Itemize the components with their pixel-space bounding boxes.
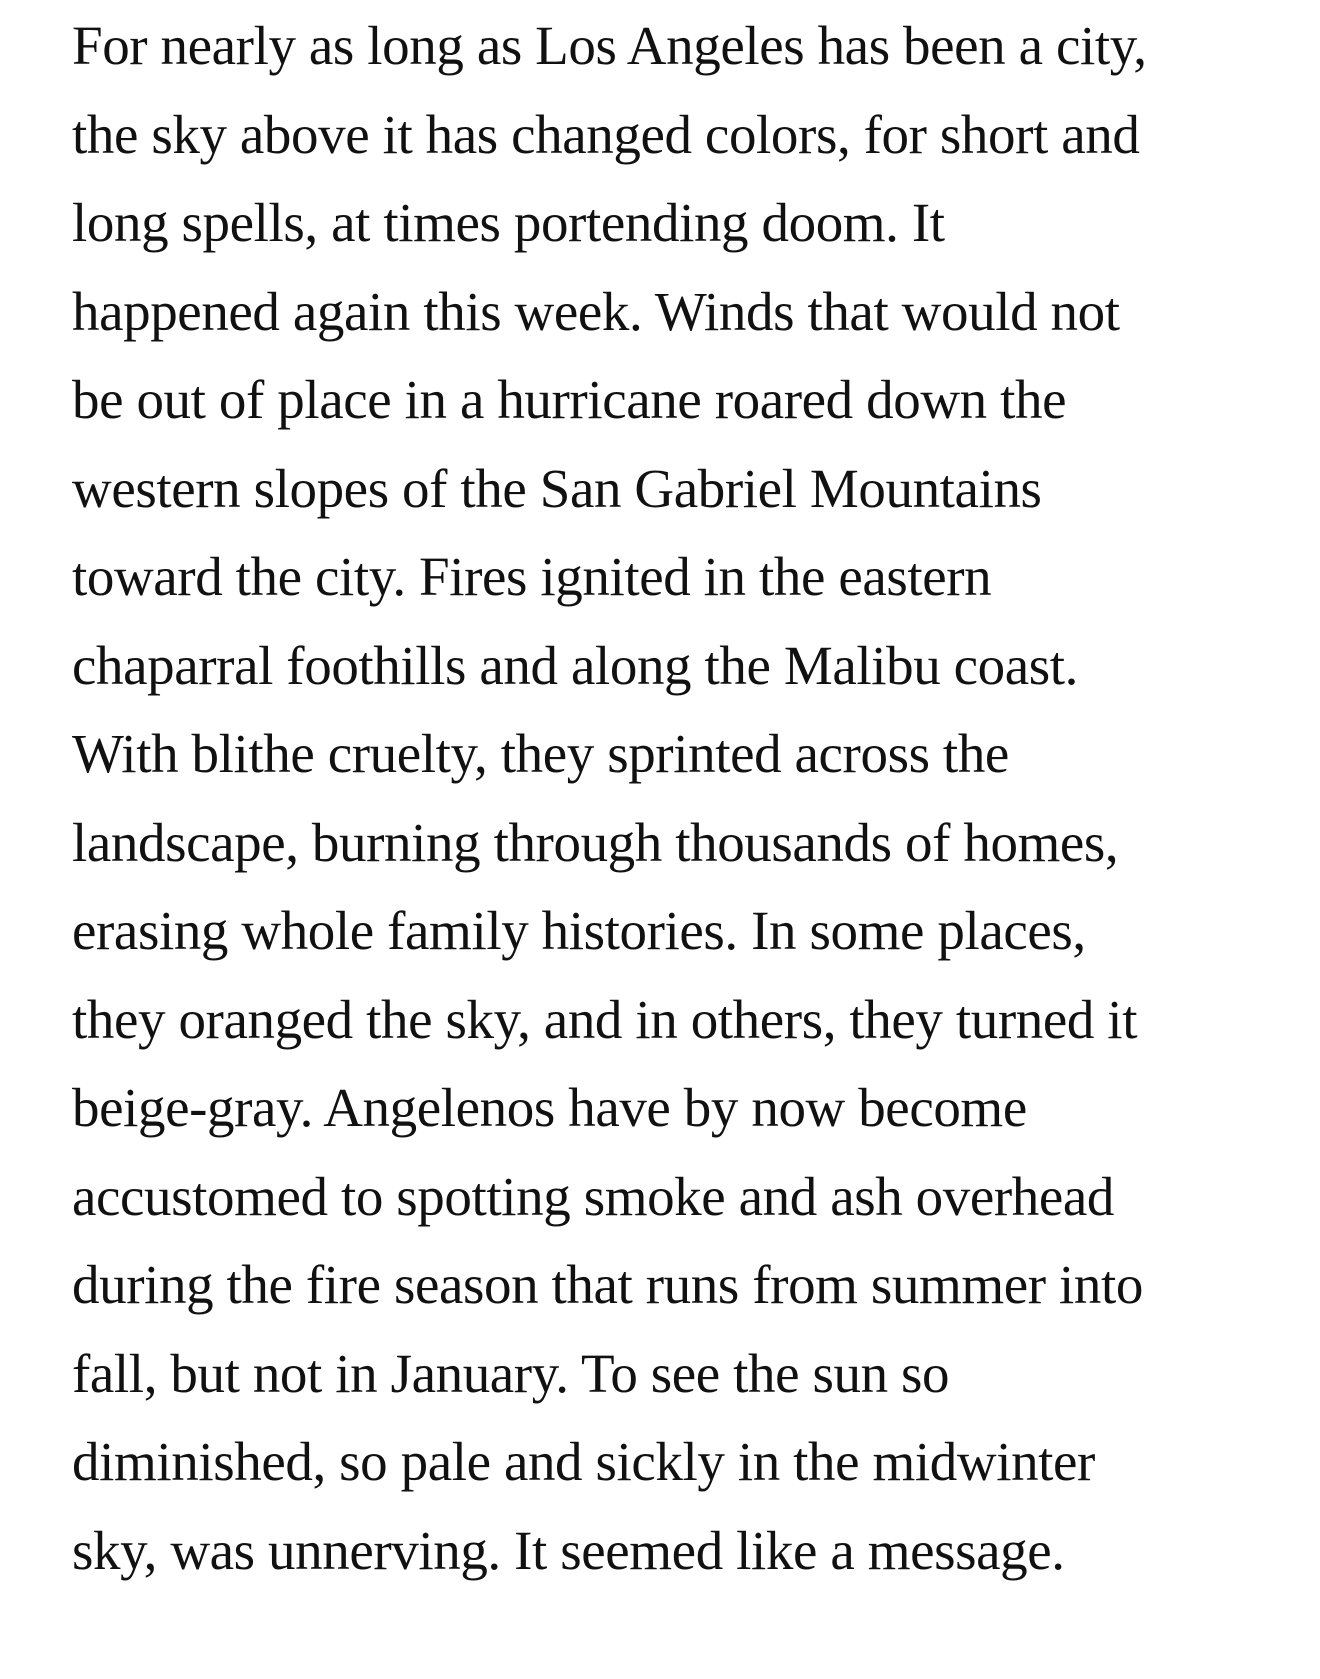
paragraph-line: fall, but not in January. To see the sun so — [72, 1342, 950, 1404]
paragraph-line: the sky above it has changed colors, for short and — [72, 103, 1140, 165]
paragraph-line: accustomed to spotting smoke and ash overhead — [72, 1165, 1115, 1227]
paragraph-line: beige-gray. Angelenos have by now become — [72, 1077, 1027, 1138]
paragraph-line: diminished, so pale and sickly in the midwinter — [72, 1431, 1095, 1492]
paragraph-line: For nearly as long as Los Angeles has been a city, — [72, 15, 1147, 76]
paragraph-line: they oranged the sky, and in others, they turned it — [72, 988, 1138, 1050]
paragraph-line: erasing whole family histories. In some places, — [72, 900, 1086, 961]
paragraph-line: happened again this week. Winds that would not — [72, 280, 1120, 342]
article-paragraph — [72, 0, 1272, 1595]
paragraph-line: landscape, burning through thousands of homes, — [72, 811, 1119, 873]
paragraph-line: during the fire season that runs from summer into — [72, 1254, 1144, 1315]
paragraph-line: be out of place in a hurricane roared down the — [72, 369, 1067, 430]
paragraph-line: With blithe cruelty, they sprinted across the — [72, 723, 1009, 784]
paragraph-line: western slopes of the San Gabriel Mountains — [72, 457, 1042, 519]
paragraph-line: long spells, at times portending doom. It — [72, 192, 945, 253]
paragraph-line: sky, was unnerving. It seemed like a message. — [72, 1519, 1065, 1581]
paragraph-line: toward the city. Fires ignited in the eastern — [72, 546, 992, 607]
paragraph-line: chaparral foothills and along the Malibu coast. — [72, 634, 1079, 696]
